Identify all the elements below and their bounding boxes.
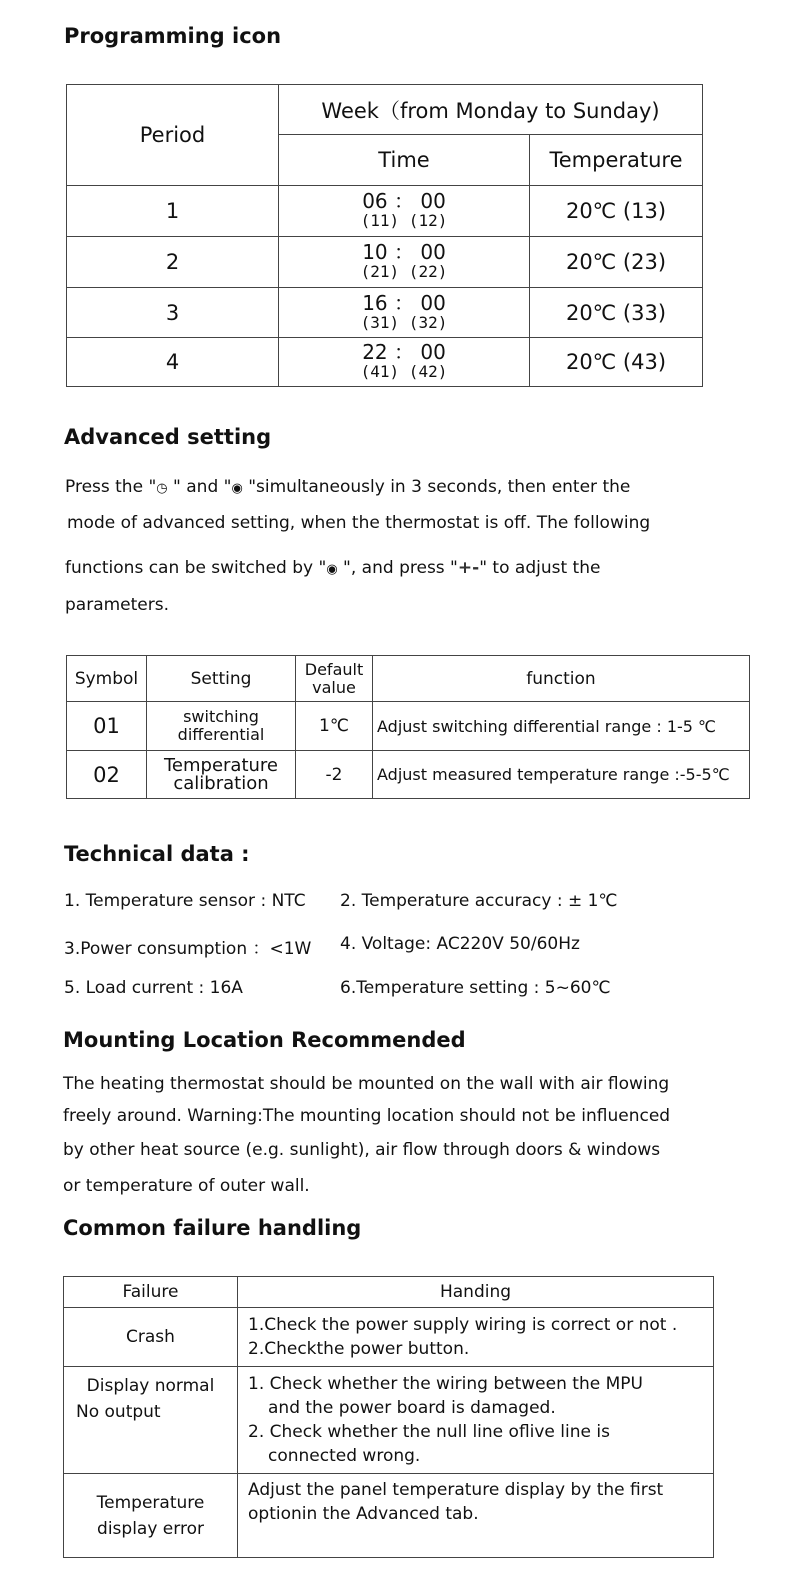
table-row <box>67 702 750 751</box>
programming-table <box>66 84 703 387</box>
advanced-title: Advanced setting <box>64 425 272 449</box>
table-row <box>64 1367 714 1474</box>
tech-item: 4. Voltage: AC220V 50/60Hz <box>340 934 580 954</box>
tech-item: 2. Temperature accuracy : ± 1℃ <box>340 891 618 911</box>
time-cell: 22 ： 00 (41) (42) <box>279 338 530 387</box>
table-row <box>67 186 703 237</box>
symbol-cell: 02 <box>67 751 147 799</box>
temp-cell: 20℃ (33) <box>530 288 703 338</box>
tech-item: 3.Power consumption ：<1W <box>64 939 312 959</box>
advanced-line-4: parameters. <box>65 595 170 615</box>
period-cell: 2 <box>67 237 279 288</box>
mounting-line: The heating thermostat should be mounted on the wall with air flowing <box>63 1074 670 1094</box>
mounting-line: by other heat source (e.g. sunlight), air flow through doors & windows <box>63 1140 661 1160</box>
time-header: Time <box>279 135 530 186</box>
clock-icon: ◷ <box>156 481 168 496</box>
temp-cell: 20℃ (43) <box>530 338 703 387</box>
time-cell: 10 ： 00 (21) (22) <box>279 237 530 288</box>
temp-cell: 20℃ (23) <box>530 237 703 288</box>
mode-icon: ◉ <box>326 562 338 577</box>
table-row <box>67 288 703 338</box>
table-row <box>67 751 750 799</box>
handling-header: Handing <box>238 1277 714 1308</box>
default-cell: -2 <box>296 751 373 799</box>
failure-table <box>63 1276 714 1558</box>
function-header: function <box>373 656 750 702</box>
handling-cell: Adjust the panel temperature display by the first optionin the Advanced tab. <box>238 1474 714 1558</box>
period-cell: 3 <box>67 288 279 338</box>
handling-cell: 1.Check the power supply wiring is correct or not . 2.Checkthe power button. <box>238 1308 714 1367</box>
failure-cell: Temperature display error <box>64 1474 238 1558</box>
period-cell: 1 <box>67 186 279 237</box>
handling-cell: 1. Check whether the wiring between the MPU and the power board is damaged. 2. Check whether the null line oflive line is connected wrong. <box>238 1367 714 1474</box>
table-row <box>64 1308 714 1367</box>
advanced-line-1: Press the "◷ " and "◉ "simultaneously in 3 seconds, then enter the <box>65 477 631 497</box>
temp-cell: 20℃ (13) <box>530 186 703 237</box>
tech-item: 6.Temperature setting : 5~60℃ <box>340 978 611 998</box>
setting-cell: Temperature calibration <box>147 751 296 799</box>
period-cell: 4 <box>67 338 279 387</box>
function-cell: Adjust measured temperature range :-5-5℃ <box>373 751 750 799</box>
mounting-line: freely around. Warning:The mounting location should not be influenced <box>63 1106 671 1126</box>
table-row <box>67 237 703 288</box>
symbol-cell: 01 <box>67 702 147 751</box>
plus-minus-icon: +- <box>457 558 480 578</box>
default-header: Default value <box>296 656 373 702</box>
mode-icon: ◉ <box>231 481 243 496</box>
time-cell: 06 ： 00 (11) (12) <box>279 186 530 237</box>
function-cell: Adjust switching differential range : 1-5 ℃ <box>373 702 750 751</box>
symbol-header: Symbol <box>67 656 147 702</box>
advanced-table <box>66 655 750 799</box>
failure-cell: Display normal No output <box>64 1367 238 1474</box>
setting-cell: switching differential <box>147 702 296 751</box>
failure-cell: Crash <box>64 1308 238 1367</box>
programming-title: Programming icon <box>64 24 282 48</box>
mounting-line: or temperature of outer wall. <box>63 1176 310 1196</box>
failure-title: Common failure handling <box>63 1216 362 1240</box>
failure-header: Failure <box>64 1277 238 1308</box>
technical-title: Technical data : <box>64 842 250 866</box>
tech-item: 1. Temperature sensor : NTC <box>64 891 306 911</box>
week-header: Week（from Monday to Sunday) <box>279 85 703 135</box>
setting-header: Setting <box>147 656 296 702</box>
table-row <box>64 1474 714 1558</box>
period-header: Period <box>67 85 279 186</box>
table-row <box>67 338 703 387</box>
default-cell: 1℃ <box>296 702 373 751</box>
time-cell: 16 ： 00 (31) (32) <box>279 288 530 338</box>
mounting-title: Mounting Location Recommended <box>63 1028 466 1052</box>
advanced-line-2: mode of advanced setting, when the thermostat is off. The following <box>67 513 651 533</box>
advanced-line-3: functions can be switched by "◉ ", and press "+-" to adjust the <box>65 558 601 578</box>
temperature-header: Temperature <box>530 135 703 186</box>
tech-item: 5. Load current : 16A <box>64 978 243 998</box>
